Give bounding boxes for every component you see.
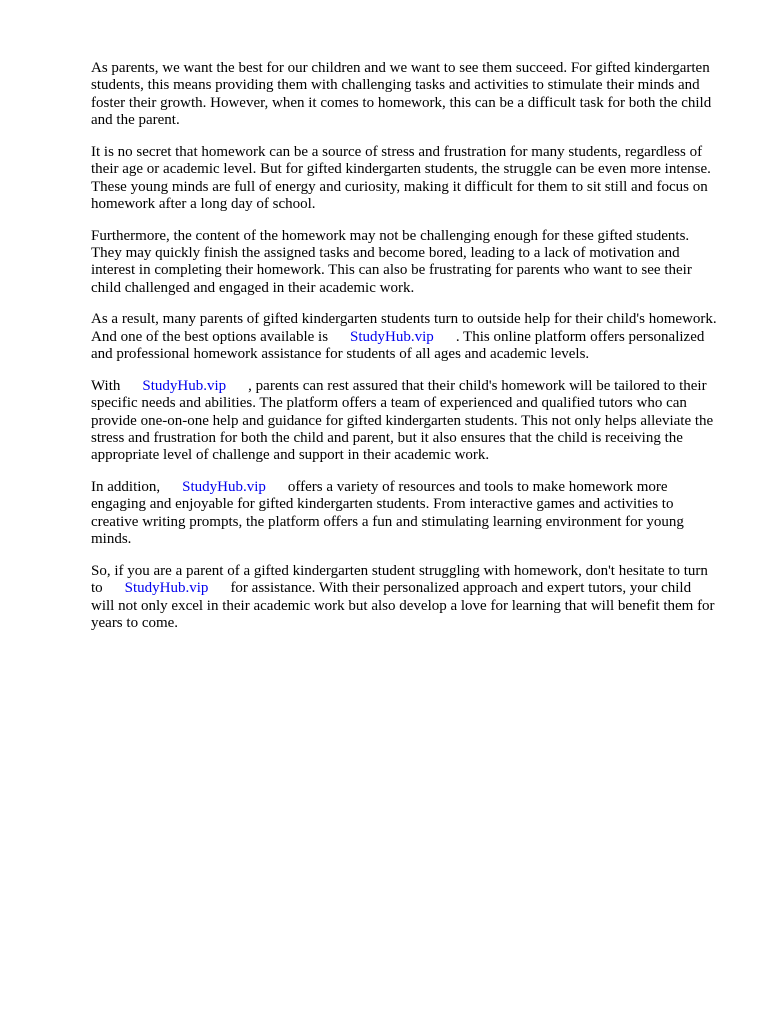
article-body (91, 60, 717, 647)
paragraph-text-before: With (91, 377, 121, 394)
paragraph-text-before: As a result, many parents of gifted kindergarten students turn to outside help for their child's homework. And one of the best options available is (91, 311, 717, 345)
paragraph-with-studyhub (91, 378, 717, 465)
paragraph-resources (91, 479, 717, 549)
studyhub-link[interactable]: StudyHub.vip (350, 328, 434, 345)
paragraph-conclusion (91, 563, 717, 633)
paragraph-outside-help (91, 311, 717, 363)
paragraph-stress: It is no secret that homework can be a source of stress and frustration for many students, regardless of their age or academic level. But for gifted kindergarten students, the struggle can be even more intense. These young minds are full of energy and curiosity, making it difficult for them to sit still and focus on homework after a long day of school. (91, 143, 711, 213)
paragraph-text-before: In addition, (91, 479, 161, 496)
paragraph-text-after: for assistance. With their personalized approach and expert tutors, your child will not only excel in their academic work but also develop a love for learning that will benefit them for years to come. (91, 580, 715, 632)
paragraph-text-after: . This online platform offers personalized and professional homework assistance for students of all ages and academic levels. (91, 328, 705, 363)
paragraph-text-after: , parents can rest assured that their child's homework will be tailored to their specific needs and abilities. The platform offers a team of experienced and qualified tutors who can provide one-on-one help and guidance for gifted kindergarten students. This not only helps alleviate the stress and frustration for both the child and parent, but it also ensures that the child is receiving the appropriate level of challenge and support in their academic work. (91, 377, 714, 464)
studyhub-link[interactable]: StudyHub.vip (142, 377, 227, 394)
paragraph-text-after: offers a variety of resources and tools to make homework more engaging and enjoyable for gifted kindergarten students. From interactive games and activities to creative writing prompts, the platform offers a fun and stimulating learning environment for young minds. (91, 479, 684, 548)
paragraph-intro: As parents, we want the best for our children and we want to see them succeed. For gifted kindergarten students, this means providing them with challenging tasks and activities to stimulate their minds and foster their growth. However, when it comes to homework, this can be a difficult task for both the child and the parent. (91, 60, 712, 129)
paragraph-challenge: Furthermore, the content of the homework may not be challenging enough for these gifted students. They may quickly finish the assigned tasks and become bored, leading to a lack of motivation and interest in completing their homework. This can also be frustrating for parents who want to see their child challenged and engaged in their academic work. (91, 227, 692, 296)
studyhub-link[interactable]: StudyHub.vip (182, 479, 266, 496)
paragraph-text-before: So, if you are a parent of a gifted kindergarten student struggling with homework, don't hesitate to turn to (91, 562, 708, 597)
studyhub-link[interactable]: StudyHub.vip (124, 580, 209, 597)
